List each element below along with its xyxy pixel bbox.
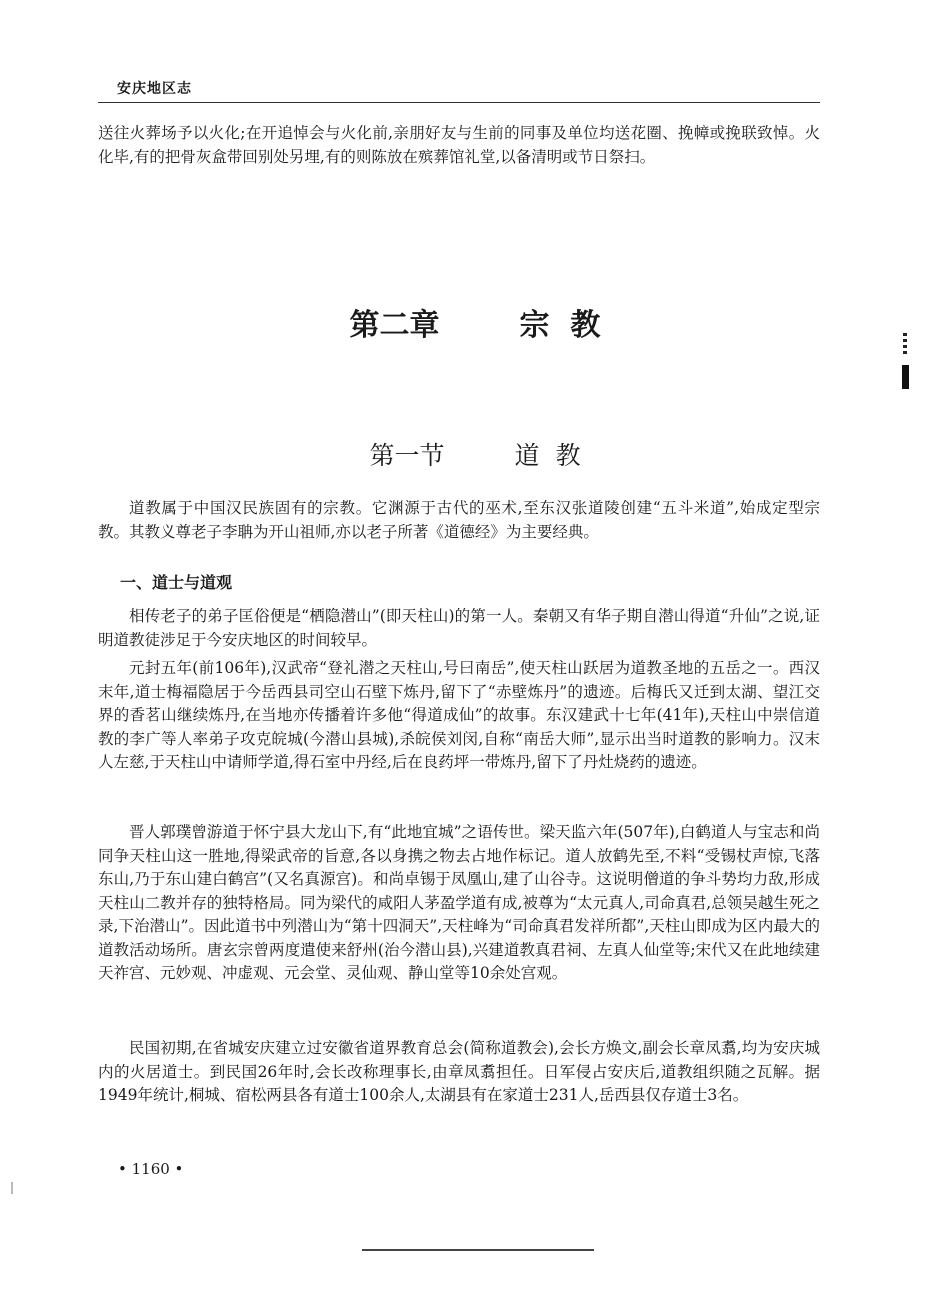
body-paragraph: 民国初期,在省城安庆建立过安徽省道界教育总会(简称道教会),会长方焕文,副会长章凤翥,均为安庆城内的火居道士。到民国26年时,会长改称理事长,由章凤翥担任。日军侵占安庆后,道教组织随之瓦解。据1949年统计,桐城、宿松两县各有道士100余人,太湖县有在家道士231人,岳西县仅存道士3名。 [98, 1039, 820, 1104]
body-paragraph: 元封五年(前106年),汉武帝“登礼潜之天柱山,号曰南岳”,使天柱山跃居为道教圣地的五岳之一。西汉末年,道士梅福隐居于今岳西县司空山石壁下炼丹,留下了“赤壁炼丹”的遗迹。后梅氏又迁到太湖、望江交界的香茗山继续炼丹,在当地亦传播着许多他“得道成仙”的故事。东汉建武十七年(41年),天柱山中崇信道教的李广等人率弟子攻克皖城(今潜山县城),杀皖侯刘闵,自称“南岳大师”,显示出当时道教的影响力。汉末人左慈,于天柱山中请师学道,得石室中丹经,后在良药坪一带炼丹,留下了丹灶烧药的遗迹。 [98, 659, 820, 771]
chapter-title: 宗 教 [519, 308, 601, 343]
section-heading [0, 436, 950, 472]
scan-artifact-dot [11, 1182, 13, 1194]
subheading: 一、道士与道观 [120, 573, 233, 592]
chapter-number: 第二章 [349, 308, 440, 343]
section-number: 第一节 [369, 441, 445, 470]
section-title: 道 教 [514, 441, 581, 470]
page-number: • 1160 • [118, 1160, 184, 1178]
body-paragraph: 晋人郭璞曾游道于怀宁县大龙山下,有“此地宜城”之语传世。梁天监六年(507年),白鹤道人与宝志和尚同争天柱山这一胜地,得梁武帝的旨意,各以身携之物去占地作标记。道人放鹤先至,不料“受锡杖声惊,飞落东山,乃于东山建白鹤宫”(又名真源宫)。和尚卓锡于凤凰山,建了山谷寺。这说明僧道的争斗势均力敌,形成天柱山二教并存的独特格局。同为梁代的咸阳人茅盈学道有成,被尊为“太元真人,司命真君,总领吴越生死之录,下治潜山”。因此道书中列潜山为“第十四洞天”,天柱峰为“司命真君发祥所都”,天柱山即成为区内最大的道教活动场所。唐玄宗曾两度遣使来舒州(治今潜山县),兴建道教真君祠、左真人仙堂等;宋代又在此地续建天祚宫、元妙观、冲虚观、元会堂、灵仙观、静山堂等10余处宫观。 [98, 823, 820, 982]
scan-artifact-line [362, 1249, 594, 1251]
running-header: 安庆地区志 [117, 81, 192, 97]
scan-artifact-block [902, 365, 909, 389]
section-intro-paragraph: 道教属于中国汉民族固有的宗教。它渊源于古代的巫术,至东汉张道陵创建“五斗米道”,始成定型宗教。其教义尊老子李聃为开山祖师,亦以老子所著《道德经》为主要经典。 [98, 499, 820, 541]
scan-artifact-mark [903, 333, 907, 355]
body-paragraph: 相传老子的弟子匡俗便是“栖隐潜山”(即天柱山)的第一人。秦朝又有华子期自潜山得道“升仙”之说,证明道教徒涉足于今安庆地区的时间较早。 [98, 607, 820, 649]
continued-paragraph: 送往火葬场予以火化;在开追悼会与火化前,亲朋好友与生前的同事及单位均送花圈、挽幛或挽联致悼。火化毕,有的把骨灰盒带回别处另埋,有的则陈放在殡葬馆礼堂,以备清明或节日祭扫。 [98, 124, 820, 166]
header-rule [98, 102, 820, 103]
chapter-heading [0, 300, 950, 344]
